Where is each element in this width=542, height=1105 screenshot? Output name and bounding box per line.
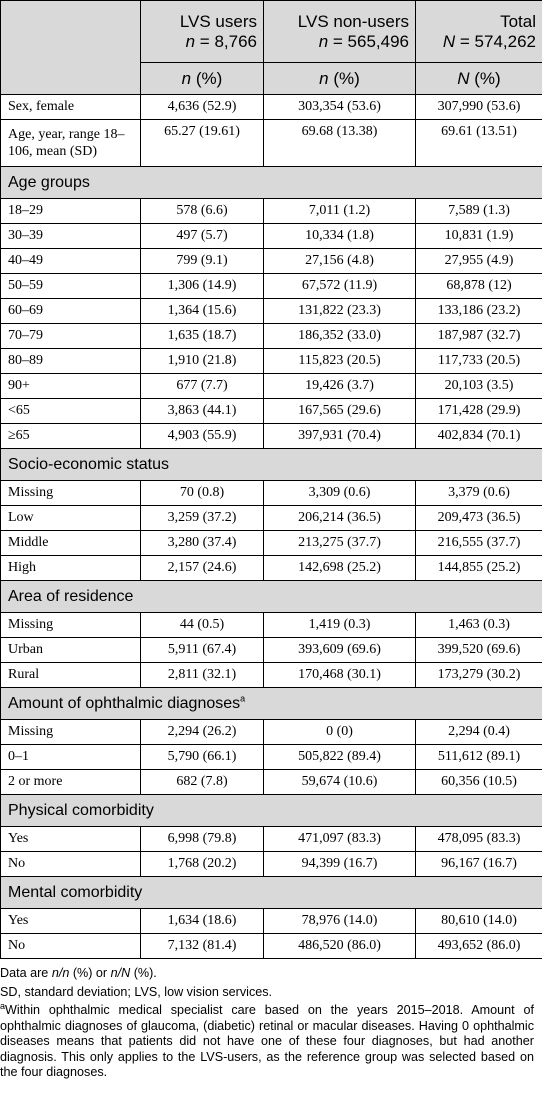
cell-total: 144,855 (25.2) — [416, 556, 542, 581]
cell-lvs-users: 1,306 (14.9) — [141, 274, 264, 299]
cell-lvs-non-users: 10,334 (1.8) — [264, 224, 416, 249]
cell-total: 133,186 (23.2) — [416, 299, 542, 324]
table-row — [1, 299, 542, 324]
cell-lvs-non-users: 206,214 (36.5) — [264, 506, 416, 531]
row-label: Yes — [1, 827, 141, 852]
header-lvs-users-count: n = 8,766 — [185, 31, 257, 51]
table-row — [1, 481, 542, 506]
section-title — [1, 877, 542, 909]
table-row — [1, 934, 542, 959]
table-notes — [0, 966, 534, 1081]
row-label: Yes — [1, 909, 141, 934]
cell-total: 7,589 (1.3) — [416, 199, 542, 224]
cell-lvs-users: 5,911 (67.4) — [141, 638, 264, 663]
row-label: Sex, female — [1, 95, 141, 120]
header-total-name: Total — [500, 11, 536, 31]
row-label: Urban — [1, 638, 141, 663]
table-row — [1, 249, 542, 274]
cell-total: 209,473 (36.5) — [416, 506, 542, 531]
cell-lvs-users: 1,634 (18.6) — [141, 909, 264, 934]
section-title — [1, 449, 542, 481]
table-row — [1, 745, 542, 770]
table-row — [1, 506, 542, 531]
cell-lvs-non-users: 27,156 (4.8) — [264, 249, 416, 274]
cell-total: 69.61 (13.51) — [416, 120, 542, 167]
cell-lvs-users: 677 (7.7) — [141, 374, 264, 399]
header-lvs-users — [141, 1, 264, 63]
row-label: 30–39 — [1, 224, 141, 249]
row-label: Middle — [1, 531, 141, 556]
table-row — [1, 720, 542, 745]
row-label: 50–59 — [1, 274, 141, 299]
section-header-row — [1, 581, 542, 613]
header-unit-lvs-users: n (%) — [141, 63, 264, 95]
cell-lvs-users: 3,280 (37.4) — [141, 531, 264, 556]
table-header — [1, 1, 542, 95]
section-title — [1, 795, 542, 827]
table-row — [1, 827, 542, 852]
header-lvs-non-users — [264, 1, 416, 63]
cell-lvs-non-users: 167,565 (29.6) — [264, 399, 416, 424]
row-label: 60–69 — [1, 299, 141, 324]
table-row — [1, 95, 542, 120]
cell-total: 511,612 (89.1) — [416, 745, 542, 770]
section-header-row — [1, 167, 542, 199]
table-row — [1, 909, 542, 934]
row-label: 0–1 — [1, 745, 141, 770]
cell-lvs-non-users: 69.68 (13.38) — [264, 120, 416, 167]
table-row — [1, 274, 542, 299]
row-label: Age, year, range 18–106, mean (SD) — [1, 120, 141, 167]
header-total — [416, 1, 542, 63]
row-label: 90+ — [1, 374, 141, 399]
cell-lvs-users: 2,294 (26.2) — [141, 720, 264, 745]
cell-lvs-users: 1,910 (21.8) — [141, 349, 264, 374]
table-row — [1, 374, 542, 399]
row-label: ≥65 — [1, 424, 141, 449]
cell-total: 171,428 (29.9) — [416, 399, 542, 424]
section-header-row — [1, 877, 542, 909]
header-empty-cell — [1, 63, 141, 95]
cell-total: 307,990 (53.6) — [416, 95, 542, 120]
note-data-format: Data are n/n (%) or n/N (%). — [0, 966, 157, 980]
cell-total: 117,733 (20.5) — [416, 349, 542, 374]
cell-lvs-non-users: 7,011 (1.2) — [264, 199, 416, 224]
cell-lvs-users: 2,157 (24.6) — [141, 556, 264, 581]
section-header-row — [1, 688, 542, 720]
cell-lvs-non-users: 397,931 (70.4) — [264, 424, 416, 449]
cell-lvs-non-users: 78,976 (14.0) — [264, 909, 416, 934]
section-title — [1, 167, 542, 199]
header-total-count: N = 574,262 — [442, 31, 536, 51]
row-label: 18–29 — [1, 199, 141, 224]
cell-total: 216,555 (37.7) — [416, 531, 542, 556]
cell-lvs-users: 497 (5.7) — [141, 224, 264, 249]
row-label: Missing — [1, 481, 141, 506]
table-row — [1, 424, 542, 449]
row-label: 2 or more — [1, 770, 141, 795]
section-title-text: Mental comorbidity — [8, 883, 143, 901]
cell-total: 1,463 (0.3) — [416, 613, 542, 638]
table-row — [1, 224, 542, 249]
cell-total: 402,834 (70.1) — [416, 424, 542, 449]
row-label: No — [1, 934, 141, 959]
row-label: High — [1, 556, 141, 581]
cell-lvs-non-users: 1,419 (0.3) — [264, 613, 416, 638]
cell-lvs-non-users: 186,352 (33.0) — [264, 324, 416, 349]
cell-lvs-non-users: 486,520 (86.0) — [264, 934, 416, 959]
cell-total: 27,955 (4.9) — [416, 249, 542, 274]
cell-total: 187,987 (32.7) — [416, 324, 542, 349]
section-title-text: Area of residence — [8, 587, 134, 605]
table-row — [1, 531, 542, 556]
cell-lvs-non-users: 19,426 (3.7) — [264, 374, 416, 399]
cell-lvs-non-users: 213,275 (37.7) — [264, 531, 416, 556]
note-abbreviations: SD, standard deviation; LVS, low vision services. — [0, 984, 273, 999]
cell-lvs-non-users: 393,609 (69.6) — [264, 638, 416, 663]
row-label: Rural — [1, 663, 141, 688]
cell-total: 2,294 (0.4) — [416, 720, 542, 745]
cell-total: 80,610 (14.0) — [416, 909, 542, 934]
note-footnote-a: $^a$Within ophthalmic medical specialist care based on the years 2015–2018. Amount of ophthalmic diagnoses of glaucoma, (diabetic) retinal or macular diseases. Having 0 ophthalmic diseases means that patients did not have one of these four diagnoses, but had another diagnosis. This only applies to the LVS-users, as the reference group was selected based on the four diagnoses. — [0, 1000, 534, 1079]
cell-total: 173,279 (30.2) — [416, 663, 542, 688]
cell-lvs-users: 799 (9.1) — [141, 249, 264, 274]
cell-lvs-users: 7,132 (81.4) — [141, 934, 264, 959]
cell-lvs-users: 44 (0.5) — [141, 613, 264, 638]
cell-lvs-non-users: 471,097 (83.3) — [264, 827, 416, 852]
cell-lvs-users: 5,790 (66.1) — [141, 745, 264, 770]
cell-lvs-non-users: 59,674 (10.6) — [264, 770, 416, 795]
section-title — [1, 688, 542, 720]
section-header-row — [1, 795, 542, 827]
cell-lvs-non-users: 3,309 (0.6) — [264, 481, 416, 506]
cell-total: 20,103 (3.5) — [416, 374, 542, 399]
section-title-text: Amount of ophthalmic diagnoses — [8, 694, 241, 712]
header-lvs-non-users-name: LVS non-users — [297, 11, 409, 31]
row-label: Missing — [1, 613, 141, 638]
row-label: No — [1, 852, 141, 877]
cell-lvs-non-users: 67,572 (11.9) — [264, 274, 416, 299]
cell-lvs-non-users: 505,822 (89.4) — [264, 745, 416, 770]
section-title-text: Age groups — [8, 173, 90, 191]
cell-total: 3,379 (0.6) — [416, 481, 542, 506]
table-row — [1, 199, 542, 224]
cell-lvs-users: 578 (6.6) — [141, 199, 264, 224]
cell-lvs-users: 1,768 (20.2) — [141, 852, 264, 877]
section-title — [1, 581, 542, 613]
cell-lvs-non-users: 0 (0) — [264, 720, 416, 745]
cell-lvs-users: 65.27 (19.61) — [141, 120, 264, 167]
cell-total: 478,095 (83.3) — [416, 827, 542, 852]
cell-total: 60,356 (10.5) — [416, 770, 542, 795]
cell-lvs-non-users: 115,823 (20.5) — [264, 349, 416, 374]
table-row — [1, 349, 542, 374]
cell-lvs-users: 1,635 (18.7) — [141, 324, 264, 349]
table-row — [1, 556, 542, 581]
cell-total: 493,652 (86.0) — [416, 934, 542, 959]
cell-lvs-non-users: 142,698 (25.2) — [264, 556, 416, 581]
header-row-units — [1, 63, 542, 95]
table-row — [1, 852, 542, 877]
row-label: 70–79 — [1, 324, 141, 349]
cell-total: 399,520 (69.6) — [416, 638, 542, 663]
row-label: Low — [1, 506, 141, 531]
cell-lvs-users: 3,259 (37.2) — [141, 506, 264, 531]
cell-lvs-users: 1,364 (15.6) — [141, 299, 264, 324]
header-unit-lvs-non-users: n (%) — [264, 63, 416, 95]
header-unit-total: N (%) — [416, 63, 542, 95]
section-title-text: Physical comorbidity — [8, 801, 154, 819]
table-row — [1, 120, 542, 167]
row-label: <65 — [1, 399, 141, 424]
table-row — [1, 613, 542, 638]
cell-lvs-users: 70 (0.8) — [141, 481, 264, 506]
cell-lvs-users: 4,903 (55.9) — [141, 424, 264, 449]
table-row — [1, 399, 542, 424]
cell-lvs-users: 6,998 (79.8) — [141, 827, 264, 852]
header-lvs-users-name: LVS users — [179, 11, 257, 31]
row-label: Missing — [1, 720, 141, 745]
cell-total: 96,167 (16.7) — [416, 852, 542, 877]
cell-total: 68,878 (12) — [416, 274, 542, 299]
cell-lvs-users: 3,863 (44.1) — [141, 399, 264, 424]
header-empty-cell — [1, 1, 141, 63]
cell-lvs-non-users: 303,354 (53.6) — [264, 95, 416, 120]
section-header-row — [1, 449, 542, 481]
footnote-marker: a — [240, 693, 246, 704]
cell-lvs-non-users: 131,822 (23.3) — [264, 299, 416, 324]
row-label: 40–49 — [1, 249, 141, 274]
cell-lvs-non-users: 170,468 (30.1) — [264, 663, 416, 688]
row-label: 80–89 — [1, 349, 141, 374]
table-row — [1, 638, 542, 663]
cell-lvs-non-users: 94,399 (16.7) — [264, 852, 416, 877]
cell-lvs-users: 2,811 (32.1) — [141, 663, 264, 688]
cell-lvs-users: 4,636 (52.9) — [141, 95, 264, 120]
cell-total: 10,831 (1.9) — [416, 224, 542, 249]
table-row — [1, 663, 542, 688]
table-row — [1, 770, 542, 795]
header-lvs-non-users-count: n = 565,496 — [318, 31, 409, 51]
table-row — [1, 324, 542, 349]
section-title-text: Socio-economic status — [8, 455, 169, 473]
header-row-groups — [1, 1, 542, 63]
cell-lvs-users: 682 (7.8) — [141, 770, 264, 795]
table-body — [1, 95, 542, 959]
